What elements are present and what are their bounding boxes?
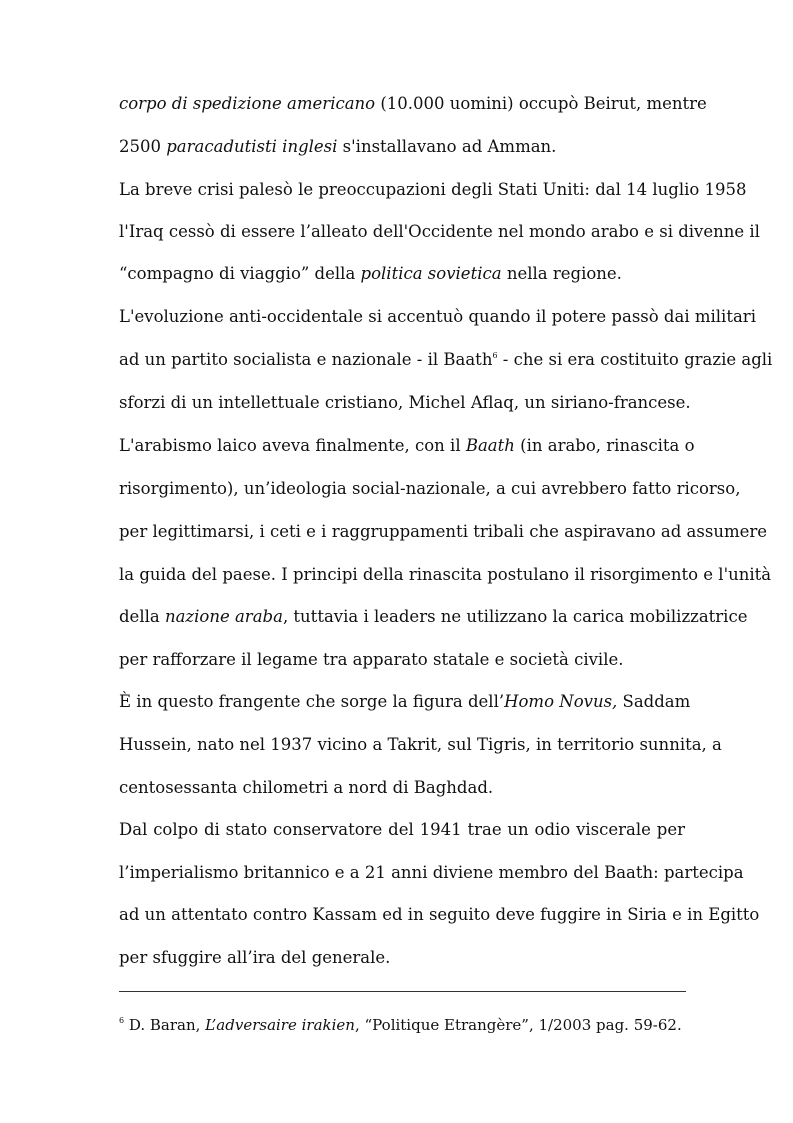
- text-line: “compagno di viaggio” della politica sovietica nella regione.: [119, 264, 622, 283]
- text-line: l’imperialismo britannico e a 21 anni diviene membro del Baath: partecipa: [119, 863, 744, 882]
- text-line: Hussein, nato nel 1937 vicino a Takrit, sul Tigris, in territorio sunnita, a: [119, 735, 722, 754]
- text-line: l'Iraq cessò di essere l’alleato dell'Occidente nel mondo arabo e si divenne il: [119, 222, 760, 241]
- text-line: per rafforzare il legame tra apparato statale e società civile.: [119, 650, 624, 669]
- italic-phrase: Baath: [465, 436, 515, 455]
- text-line: della nazione araba, tuttavia i leaders ne utilizzano la carica mobilizzatrice: [119, 607, 748, 626]
- italic-phrase: corpo di spedizione americano: [119, 94, 376, 113]
- text-line: È in questo frangente che sorge la figura dell’Homo Novus, Saddam: [119, 692, 691, 711]
- footnote-number: 6: [119, 1016, 125, 1025]
- text-line: la guida del paese. I principi della rinascita postulano il risorgimento e l'unità: [119, 565, 772, 584]
- text-line: Dal colpo di stato conservatore del 1941 trae un odio viscerale per: [119, 820, 685, 839]
- italic-phrase: politica sovietica: [360, 264, 502, 283]
- text-line: 2500 paracadutisti inglesi s'installavano ad Amman.: [119, 137, 557, 156]
- text-line: sforzi di un intellettuale cristiano, Michel Aflaq, un siriano-francese.: [119, 393, 691, 412]
- text-line: per legittimarsi, i ceti e i raggruppamenti tribali che aspiravano ad assumere: [119, 522, 768, 541]
- italic-phrase: paracadutisti inglesi: [166, 137, 338, 156]
- italic-phrase: Homo Novus,: [504, 692, 618, 711]
- footnote-marker: 6: [492, 351, 498, 360]
- italic-phrase: nazione araba: [164, 607, 283, 626]
- footnote-divider: [119, 991, 686, 992]
- footnote-title: L’adversaire irakien: [205, 1016, 355, 1034]
- text-line: L'evoluzione anti-occidentale si accentuò quando il potere passò dai militari: [119, 307, 756, 326]
- text-line: L'arabismo laico aveva finalmente, con il Baath (in arabo, rinascita o: [119, 436, 695, 455]
- text-line: per sfuggire all’ira del generale.: [119, 948, 391, 967]
- text-line: centosessanta chilometri a nord di Baghdad.: [119, 778, 494, 797]
- text-line: corpo di spedizione americano (10.000 uomini) occupò Beirut, mentre: [119, 94, 707, 113]
- text-line: ad un attentato contro Kassam ed in seguito deve fuggire in Siria e in Egitto: [119, 905, 760, 924]
- text-line: La breve crisi palesò le preoccupazioni degli Stati Uniti: dal 14 luglio 1958: [119, 180, 747, 199]
- footnote: $^6$ D. Baran, L’adversaire irakien, “Politique Etrangère”, 1/2003 pag. 59-62.: [119, 1016, 682, 1034]
- text-line: risorgimento), un’ideologia social-nazionale, a cui avrebbero fatto ricorso,: [119, 479, 741, 498]
- text-line: ad un partito socialista e nazionale - il Baath$^6$ - che si era costituito grazie agli: [119, 350, 773, 369]
